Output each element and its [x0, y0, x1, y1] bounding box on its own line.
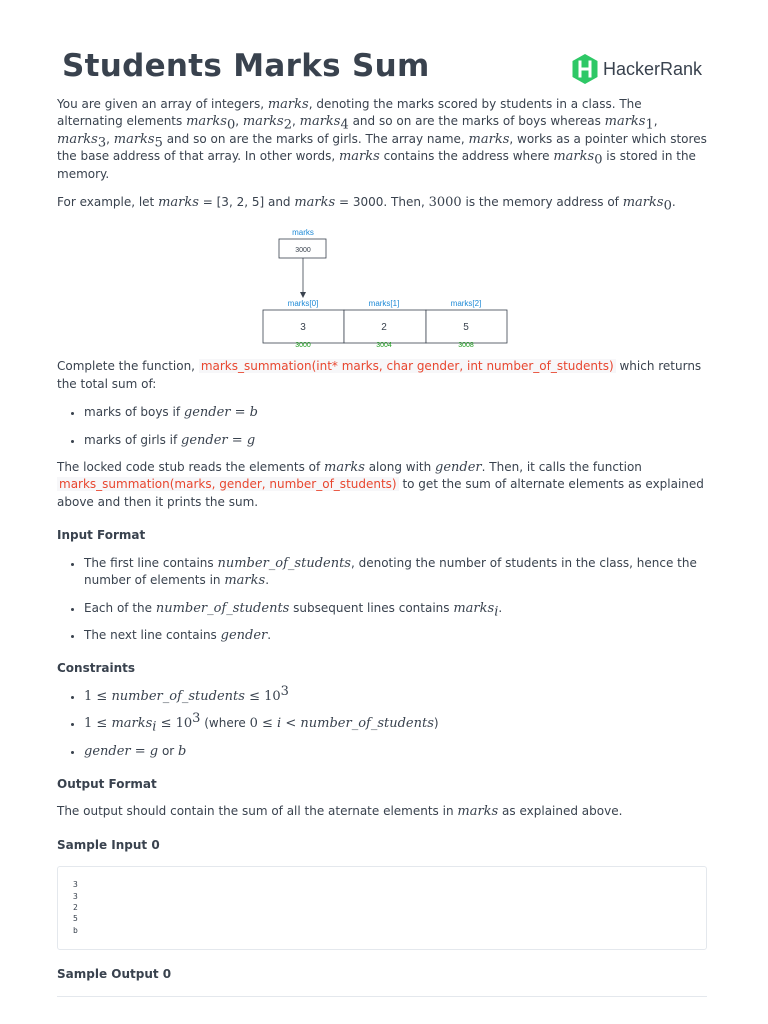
input-text: The next line contains — [84, 627, 221, 642]
math-marks: marks — [158, 195, 199, 211]
math-eq: = — [230, 405, 250, 421]
math-marks-5: marks — [113, 131, 155, 147]
task-paragraph — [57, 358, 707, 393]
comma: , — [235, 114, 243, 129]
sample-input-heading: Sample Input 0 — [57, 837, 160, 852]
math-marks-4: marks — [299, 114, 341, 130]
math-marks-0: marks — [622, 195, 664, 211]
input-text: . — [267, 627, 272, 642]
example-text-1: For example, let — [57, 195, 159, 210]
stub-text-4: to get the sum of alternate elements as explained above and then it prints the sum. — [57, 477, 704, 509]
subscript-i: i — [494, 603, 499, 619]
math-b: b — [178, 743, 187, 759]
output-format-paragraph — [57, 803, 707, 820]
sample-input-code[interactable]: 3 3 2 5 b — [73, 880, 78, 935]
subscript-2: 2 — [283, 117, 292, 133]
math-text: 1 ≤ — [84, 688, 112, 704]
math-gender: gender — [183, 405, 231, 421]
pointer-value: 3000 — [295, 247, 311, 255]
superscript-3: 3 — [280, 683, 289, 699]
math-marks-1: marks — [604, 114, 646, 130]
math-text: ≤ 10 — [244, 688, 281, 704]
hackerrank-hexagon-icon — [571, 53, 599, 85]
bullet-text: marks of boys if — [84, 405, 184, 420]
list-item — [84, 627, 707, 644]
intro-text-5: , works as a pointer which stores the base address of that array. In other words, — [57, 131, 707, 164]
input-format-list — [57, 555, 707, 645]
subscript-i: i — [152, 719, 157, 735]
input-text: The first line contains — [84, 555, 218, 570]
input-text: Each of the — [84, 600, 156, 615]
subscript-3: 3 — [97, 135, 107, 151]
logo-text: HackerRank — [603, 58, 703, 79]
list-item — [84, 743, 707, 760]
math-address: 3000 — [428, 195, 462, 211]
math-marks: marks — [324, 460, 365, 476]
subscript-0: 0 — [226, 117, 236, 133]
task-text-1: Complete the function, — [57, 359, 199, 374]
bullet-text: marks of girls if — [84, 432, 182, 447]
math-number-of-students: number_of_students — [217, 555, 351, 571]
pointer-label: marks — [292, 228, 314, 238]
sample-input-box[interactable] — [57, 866, 707, 950]
math-text: = — [130, 743, 150, 759]
constraints-heading: Constraints — [57, 661, 136, 676]
memory-diagram — [57, 222, 707, 350]
math-text: 1 ≤ — [84, 716, 112, 732]
example-text-2: = [3, 2, 5] and — [198, 195, 295, 210]
cell-address-1: 3004 — [376, 342, 392, 350]
intro-text-1: You are given an array of integers, — [57, 97, 268, 111]
task-bullets — [57, 404, 707, 449]
math-marks: marks — [457, 804, 499, 820]
input-text: . — [265, 573, 270, 588]
sample-output-box[interactable] — [57, 996, 707, 1007]
math-gender: gender — [220, 627, 268, 643]
constraint-text: ) — [433, 716, 439, 731]
comma: , — [653, 114, 658, 129]
cell-value-1: 2 — [381, 322, 387, 334]
math-g: g — [246, 432, 256, 448]
math-marks: marks — [453, 600, 495, 616]
task-text-2: which returns the total sum of: — [57, 359, 702, 391]
sample-output-heading: Sample Output 0 — [57, 967, 172, 982]
math-gender: gender — [181, 432, 228, 448]
example-text-5: . — [671, 195, 676, 210]
cell-label-1: marks[1] — [368, 299, 400, 309]
subscript-1: 1 — [645, 117, 654, 133]
output-format-heading: Output Format — [57, 776, 157, 791]
math-marks: marks — [267, 97, 309, 112]
problem-statement — [57, 96, 707, 1007]
math-marks: marks — [468, 131, 510, 147]
list-item — [84, 432, 707, 449]
intro-text-6: contains the address where — [379, 149, 554, 164]
math-marks: marks — [111, 716, 153, 732]
intro-paragraph — [57, 96, 707, 183]
stub-text-2: along with — [364, 460, 436, 475]
hackerrank-logo[interactable] — [571, 53, 702, 85]
list-item — [84, 711, 707, 735]
stub-paragraph — [57, 459, 707, 511]
input-format-heading: Input Format — [57, 528, 146, 543]
constraints-list — [57, 683, 707, 760]
math-b: b — [249, 405, 258, 421]
math-text: 0 ≤ — [249, 716, 278, 732]
pointer-arrow-head — [300, 292, 306, 298]
page-title: Students Marks Sum — [62, 48, 430, 84]
output-text: as explained above. — [498, 804, 623, 819]
superscript-3: 3 — [192, 711, 201, 727]
constraint-text: or — [158, 743, 179, 758]
input-text: , denoting the number of students in the class, hence the number of elements in — [84, 555, 697, 588]
math-marks-2: marks — [242, 114, 284, 130]
math-marks: marks — [294, 195, 336, 211]
math-marks-0: marks — [186, 114, 227, 130]
example-paragraph — [57, 194, 707, 214]
example-text-3: = 3000. Then, — [335, 195, 429, 210]
list-item — [84, 683, 707, 705]
cell-address-2: 3008 — [458, 342, 474, 350]
cell-label-0: marks[0] — [287, 299, 319, 309]
math-eq: = — [227, 432, 247, 448]
math-g: g — [149, 743, 159, 759]
output-text: The output should contain the sum of all the aternate elements in — [57, 804, 458, 819]
intro-text-2: , denoting the marks scored by students in a class. The alternating elements — [57, 97, 642, 129]
comma: , — [106, 131, 114, 146]
list-item — [84, 600, 707, 617]
math-marks-3: marks — [57, 131, 98, 147]
intro-text-4: and so on are the marks of girls. The array name, — [162, 131, 469, 146]
example-text-4: is the memory address of — [461, 195, 623, 210]
subscript-5: 5 — [154, 135, 163, 151]
constraint-text: (where — [200, 716, 250, 731]
input-text: . — [498, 600, 503, 615]
list-item — [84, 555, 707, 590]
cell-label-2: marks[2] — [450, 299, 482, 309]
subscript-0: 0 — [663, 198, 672, 214]
cell-address-0: 3000 — [295, 342, 311, 350]
math-i: i — [277, 716, 282, 732]
function-signature: marks_summation(int* marks, char gender, int number_of_students) — [200, 359, 614, 374]
comma: , — [291, 114, 300, 129]
math-marks-0: marks — [553, 149, 595, 165]
math-marks: marks — [338, 149, 380, 165]
math-gender: gender — [84, 743, 131, 759]
math-number-of-students: number_of_students — [300, 716, 434, 732]
intro-text-3: and so on are the marks of boys whereas — [348, 114, 605, 129]
math-number-of-students: number_of_students — [155, 600, 290, 616]
cell-value-2: 5 — [463, 322, 469, 334]
subscript-0: 0 — [594, 152, 603, 168]
math-marks: marks — [224, 573, 266, 589]
math-number-of-students: number_of_students — [111, 688, 245, 704]
cell-value-0: 3 — [300, 322, 306, 334]
math-gender: gender — [435, 460, 482, 476]
math-text: < — [281, 716, 301, 732]
function-call: marks_summation(marks, gender, number_of_students) — [59, 477, 397, 492]
subscript-4: 4 — [340, 117, 349, 133]
intro-text-7: is stored in the memory. — [57, 149, 696, 181]
list-item — [84, 404, 707, 421]
stub-text-3: . Then, it calls the function — [481, 460, 642, 475]
math-text: ≤ 10 — [156, 716, 193, 732]
memory-diagram-svg — [57, 222, 707, 350]
stub-text-1: The locked code stub reads the elements of — [57, 460, 325, 475]
input-text: subsequent lines contains — [289, 600, 454, 615]
